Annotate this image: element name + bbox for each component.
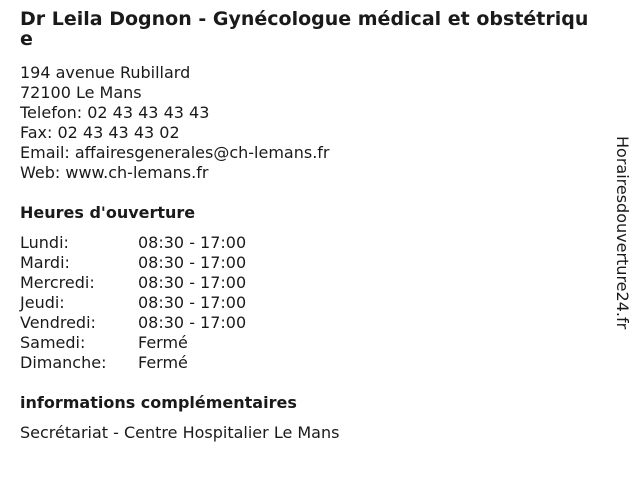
street-address: 194 avenue Rubillard <box>20 63 191 82</box>
day-time: 08:30 - 17:00 <box>138 313 247 332</box>
day-time: 08:30 - 17:00 <box>138 273 247 292</box>
day-time: Fermé <box>138 353 188 372</box>
info-text: Secrétariat - Centre Hospitalier Le Mans <box>20 423 340 442</box>
hours-row <box>20 333 246 353</box>
hours-row <box>20 353 246 373</box>
phone-line: Telefon: 02 43 43 43 43 <box>20 103 210 122</box>
fax-line: Fax: 02 43 43 43 02 <box>20 123 180 142</box>
hours-row <box>20 253 246 273</box>
day-time: 08:30 - 17:00 <box>138 293 247 312</box>
address-block <box>20 63 600 183</box>
hours-row <box>20 273 246 293</box>
day-label: Mardi: <box>20 253 70 272</box>
page-title: Dr Leila Dognon - Gynécologue médical et obstétrique <box>20 8 589 50</box>
day-time: 08:30 - 17:00 <box>138 253 247 272</box>
hours-row <box>20 313 246 333</box>
day-label: Samedi: <box>20 333 86 352</box>
day-label: Vendredi: <box>20 313 96 332</box>
city-line: 72100 Le Mans <box>20 83 142 102</box>
info-heading: informations complémentaires <box>20 393 297 412</box>
hours-table <box>20 233 246 373</box>
day-time: Fermé <box>138 333 188 352</box>
day-label: Jeudi: <box>20 293 65 312</box>
day-label: Lundi: <box>20 233 69 252</box>
email-line: Email: affairesgenerales@ch-lemans.fr <box>20 143 330 162</box>
hours-row <box>20 293 246 313</box>
hours-row <box>20 233 246 253</box>
day-time: 08:30 - 17:00 <box>138 233 247 252</box>
day-label: Mercredi: <box>20 273 95 292</box>
site-watermark: Horairesdouverture24.fr <box>613 136 632 330</box>
web-line: Web: www.ch-lemans.fr <box>20 163 209 182</box>
hours-heading: Heures d'ouverture <box>20 203 196 222</box>
listing-card <box>20 9 600 443</box>
day-label: Dimanche: <box>20 353 107 372</box>
